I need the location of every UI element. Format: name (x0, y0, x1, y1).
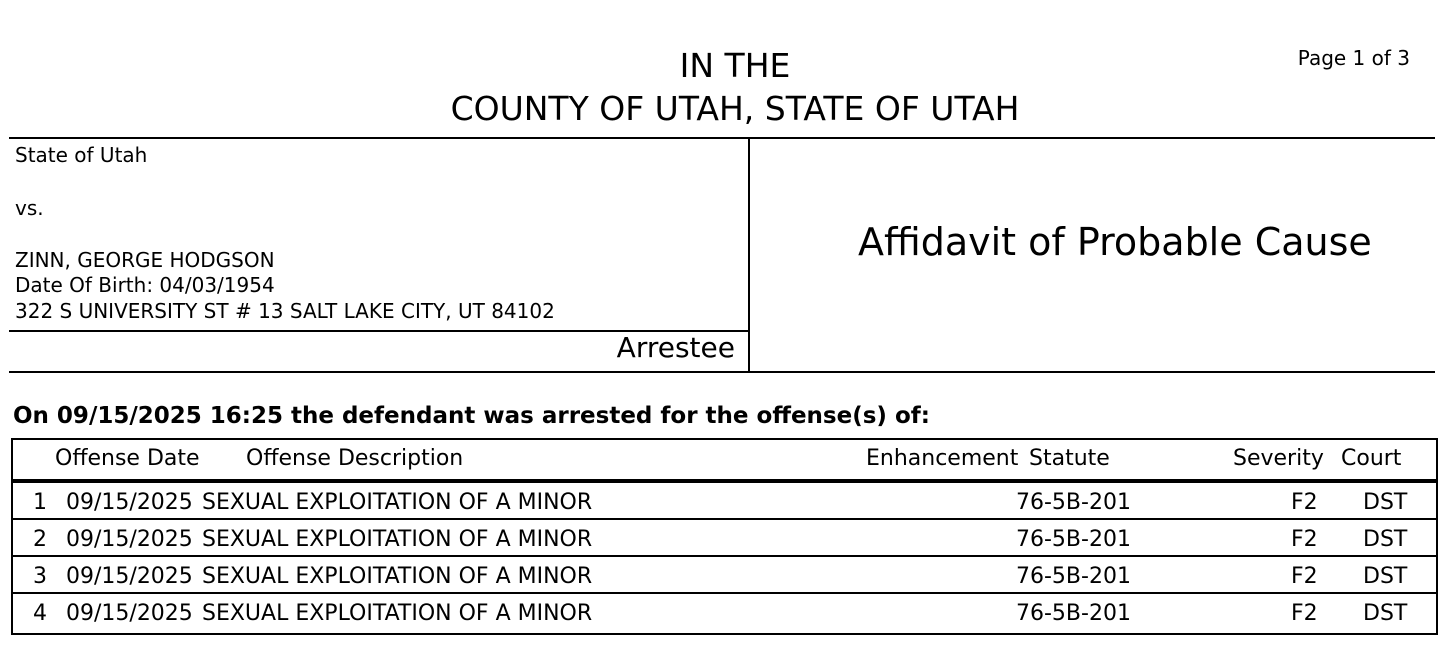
defendant-dob: Date Of Birth: 04/03/1954 (15, 273, 275, 297)
header-offense-date: Offense Date (55, 446, 200, 471)
header-court: Court (1341, 446, 1402, 471)
offense-table (11, 438, 1438, 635)
header-severity: Severity (1233, 446, 1324, 471)
document-title: Affidavit of Probable Cause (858, 220, 1372, 264)
row-severity: F2 (1291, 601, 1318, 626)
plaintiff-name: State of Utah (15, 143, 148, 167)
header-statute: Statute (1029, 446, 1110, 471)
table-row (13, 520, 1436, 557)
row-statute: 76-5B-201 (1016, 601, 1131, 626)
row-statute: 76-5B-201 (1016, 490, 1131, 515)
table-row (13, 483, 1436, 520)
court-heading-line2: COUNTY OF UTAH, STATE OF UTAH (450, 89, 1020, 128)
row-court: DST (1363, 601, 1408, 626)
arrest-statement: On 09/15/2025 16:25 the defendant was arrested for the offense(s) of: (13, 403, 930, 429)
row-offense-description: SEXUAL EXPLOITATION OF A MINOR (202, 527, 593, 552)
row-offense-date: 09/15/2025 (66, 564, 193, 589)
row-severity: F2 (1291, 564, 1318, 589)
row-statute: 76-5B-201 (1016, 564, 1131, 589)
row-offense-date: 09/15/2025 (66, 490, 193, 515)
row-statute: 76-5B-201 (1016, 527, 1131, 552)
header-enhancement: Enhancement (866, 446, 1019, 471)
row-number: 4 (33, 601, 47, 626)
defendant-address: 322 S UNIVERSITY ST # 13 SALT LAKE CITY, UT 84102 (15, 299, 555, 323)
caption-top-rule (9, 137, 1435, 139)
row-number: 2 (33, 527, 47, 552)
row-offense-description: SEXUAL EXPLOITATION OF A MINOR (202, 601, 593, 626)
row-offense-date: 09/15/2025 (66, 601, 193, 626)
row-court: DST (1363, 527, 1408, 552)
row-offense-description: SEXUAL EXPLOITATION OF A MINOR (202, 564, 593, 589)
defendant-name: ZINN, GEORGE HODGSON (15, 248, 275, 272)
court-heading-line1: IN THE (679, 46, 791, 85)
row-court: DST (1363, 490, 1408, 515)
table-row (13, 594, 1436, 631)
header-offense-description: Offense Description (246, 446, 464, 471)
row-severity: F2 (1291, 490, 1318, 515)
row-number: 1 (33, 490, 47, 515)
caption-divider (748, 137, 750, 372)
row-offense-date: 09/15/2025 (66, 527, 193, 552)
caption-bottom-rule (9, 371, 1435, 373)
row-court: DST (1363, 564, 1408, 589)
page-indicator: Page 1 of 3 (1297, 46, 1410, 70)
row-offense-description: SEXUAL EXPLOITATION OF A MINOR (202, 490, 593, 515)
row-number: 3 (33, 564, 47, 589)
arrestee-label: Arrestee (616, 331, 735, 364)
table-row (13, 557, 1436, 594)
row-severity: F2 (1291, 527, 1318, 552)
versus-text: vs. (15, 196, 44, 220)
